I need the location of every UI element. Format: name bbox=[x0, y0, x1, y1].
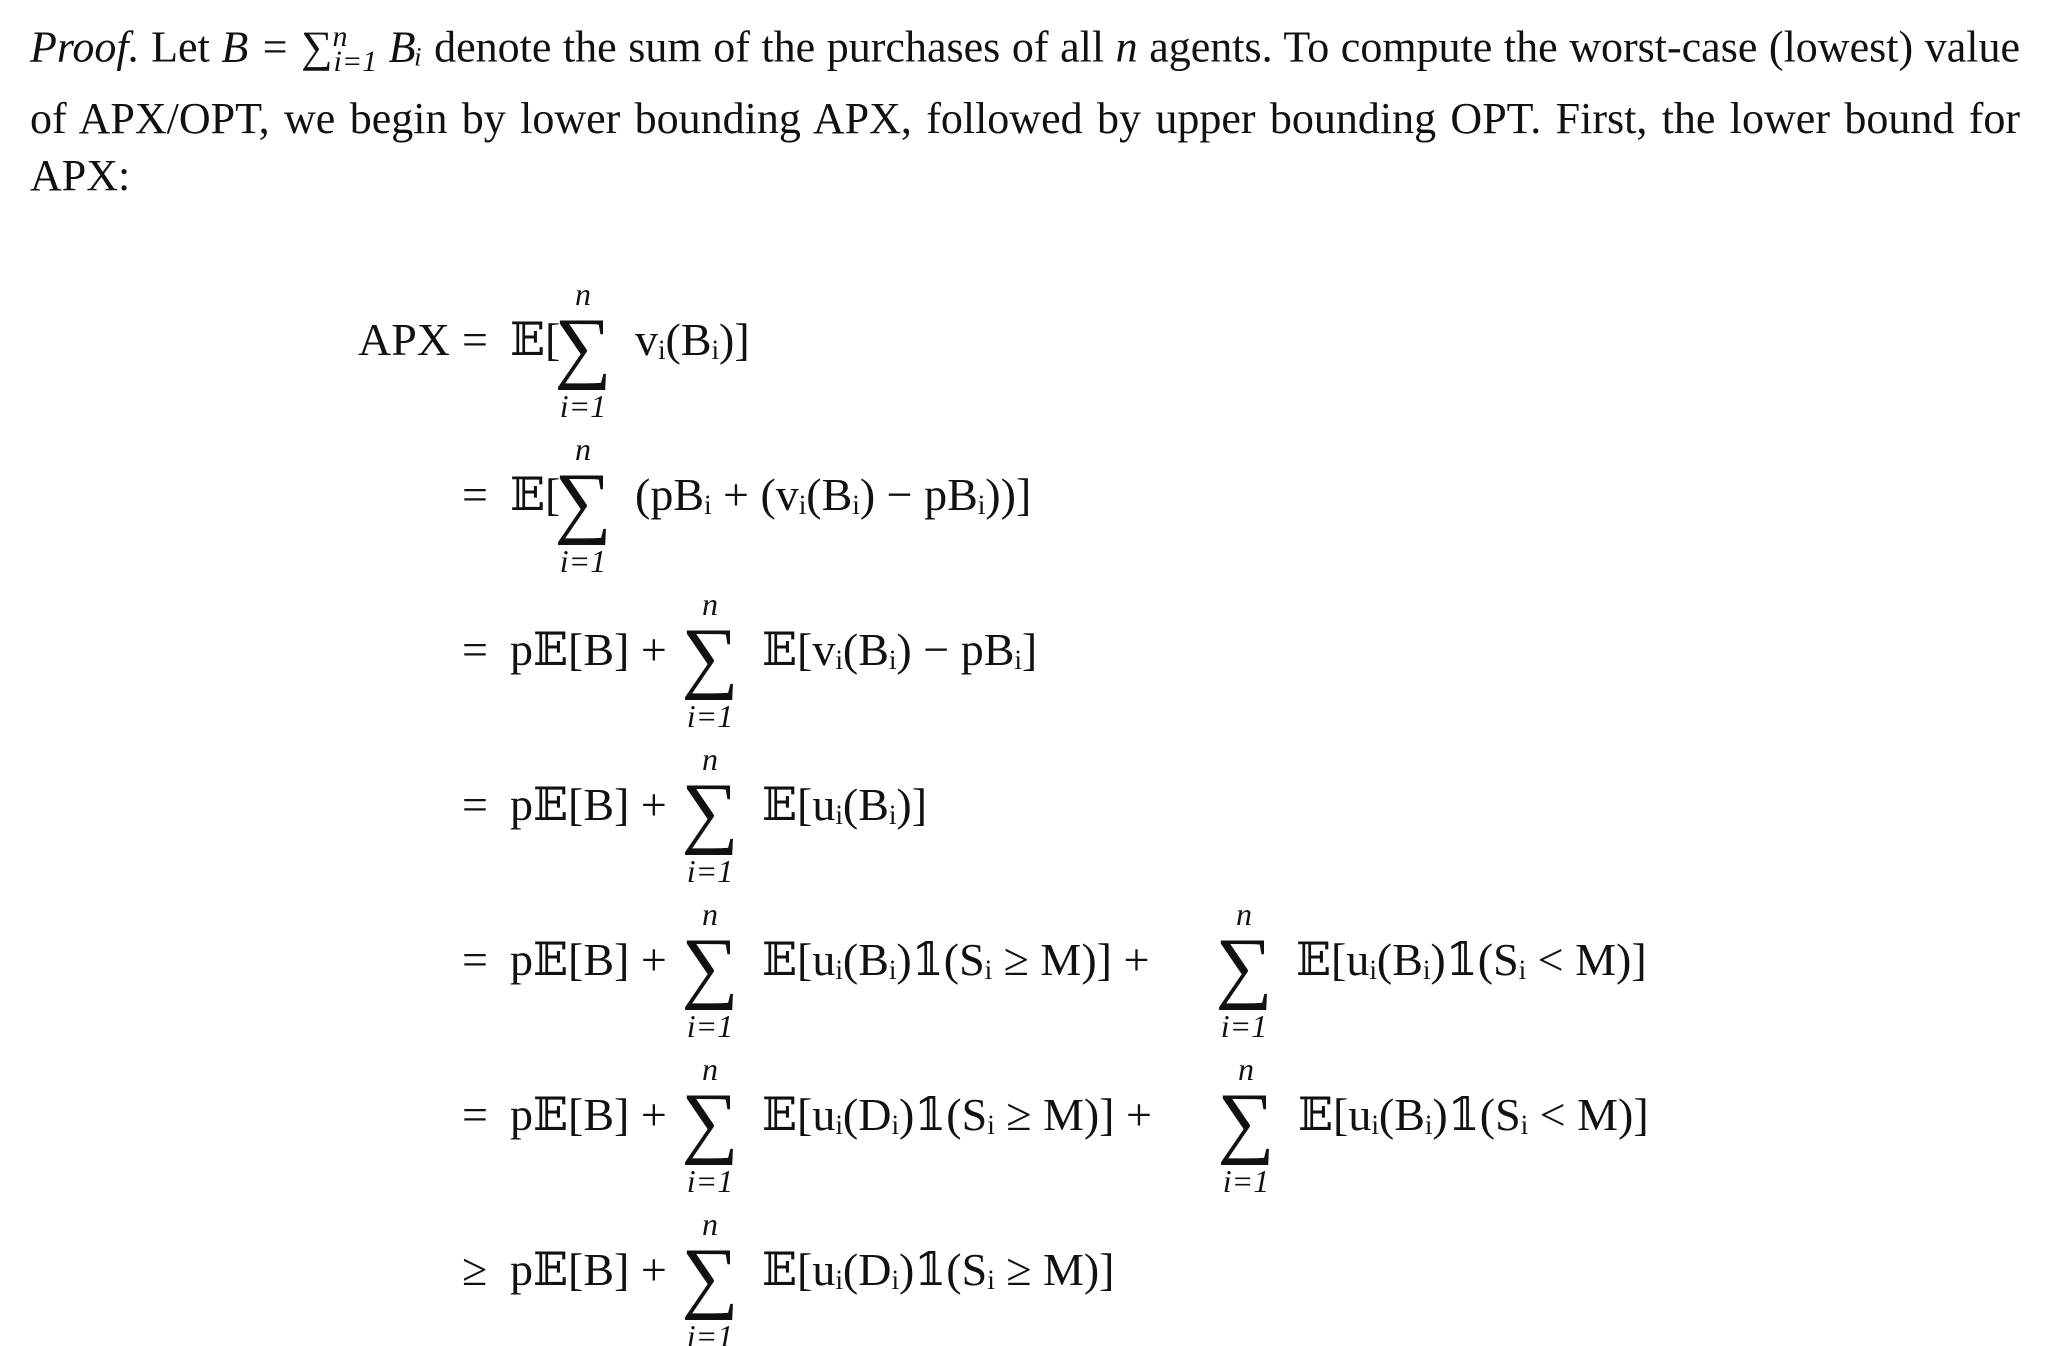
equation-term: p𝔼[B] + bbox=[510, 779, 667, 830]
equation-term: (pBᵢ + (vᵢ(Bᵢ) − pBᵢ))] bbox=[635, 469, 1032, 520]
relation-symbol: = bbox=[462, 314, 488, 365]
equation-term: 𝔼[uᵢ(Dᵢ)𝟙(Sᵢ ≥ M)] + bbox=[762, 1089, 1152, 1140]
summation-symbol: ∑ bbox=[554, 458, 612, 546]
relation-symbol: = bbox=[462, 934, 488, 985]
summation-upper-limit: n bbox=[1238, 1051, 1254, 1087]
summation-upper-limit: n bbox=[702, 1206, 718, 1242]
summation-lower-limit: i=1 bbox=[559, 388, 607, 424]
n-variable: n bbox=[1115, 22, 1138, 72]
text-let: Let bbox=[139, 22, 222, 72]
summation-symbol: ∑ bbox=[681, 768, 739, 856]
summation-upper-limit: n bbox=[702, 896, 718, 932]
summation-symbol: ∑ bbox=[554, 303, 612, 391]
equation-term: 𝔼[ bbox=[510, 314, 561, 365]
equation-term: 𝔼[uᵢ(Bᵢ)𝟙(Sᵢ < M)] bbox=[1298, 1089, 1649, 1140]
equation-line-7 bbox=[462, 1206, 1115, 1346]
inline-sum-upper: n bbox=[332, 20, 348, 53]
summation-symbol: ∑ bbox=[681, 1233, 739, 1321]
equation-term: p𝔼[B] + bbox=[510, 934, 667, 985]
equation-line-5 bbox=[462, 896, 1647, 1044]
text-remaining: agents. To compute the worst-case (lowest) value of APX/OPT, we begin by lower bounding APX, followed by upper bounding OPT. First, the lower bound for APX: bbox=[30, 22, 2020, 201]
equation-term: 𝔼[vᵢ(Bᵢ) − pBᵢ] bbox=[762, 624, 1038, 675]
equation-line-6 bbox=[462, 1051, 1649, 1199]
summation-upper-limit: n bbox=[702, 741, 718, 777]
equation-term: p𝔼[B] + bbox=[510, 624, 667, 675]
summation-upper-limit: n bbox=[702, 586, 718, 622]
relation-symbol: = bbox=[462, 624, 488, 675]
summation-upper-limit: n bbox=[575, 431, 591, 467]
b-definition-term: Bᵢ bbox=[377, 22, 423, 72]
relation-symbol: = bbox=[462, 469, 488, 520]
relation-symbol: ≥ bbox=[462, 1244, 488, 1295]
summation-symbol: ∑ bbox=[681, 923, 739, 1011]
equation-line-3 bbox=[462, 586, 1037, 734]
inline-sum-lower: i=1 bbox=[333, 45, 378, 79]
equation-term: 𝔼[uᵢ(Dᵢ)𝟙(Sᵢ ≥ M)] bbox=[762, 1244, 1115, 1295]
summation-lower-limit: i=1 bbox=[686, 1163, 734, 1199]
equation-lhs: APX bbox=[357, 314, 450, 365]
relation-symbol: = bbox=[462, 1089, 488, 1140]
summation-symbol: ∑ bbox=[681, 613, 739, 701]
equation-line-2 bbox=[462, 431, 1031, 579]
inline-sum-symbol: ∑ bbox=[301, 22, 333, 72]
summation-symbol: ∑ bbox=[681, 1078, 739, 1166]
aligned-equations bbox=[358, 276, 1649, 1346]
equation-term: vᵢ(Bᵢ)] bbox=[635, 314, 750, 365]
equation-term: p𝔼[B] + bbox=[510, 1244, 667, 1295]
equation-line-1 bbox=[358, 276, 750, 424]
summation-lower-limit: i=1 bbox=[686, 853, 734, 889]
equation-term: p𝔼[B] + bbox=[510, 1089, 667, 1140]
summation-lower-limit: i=1 bbox=[686, 1008, 734, 1044]
summation-symbol: ∑ bbox=[1215, 923, 1273, 1011]
summation-upper-limit: n bbox=[575, 276, 591, 312]
equation-term: 𝔼[ bbox=[510, 469, 561, 520]
summation-lower-limit: i=1 bbox=[1222, 1163, 1270, 1199]
summation-lower-limit: i=1 bbox=[686, 698, 734, 734]
text-denote: denote the sum of the purchases of all bbox=[422, 22, 1116, 72]
relation-symbol: = bbox=[462, 779, 488, 830]
proof-label: Proof. bbox=[30, 22, 140, 72]
b-definition-lhs: B = bbox=[221, 22, 302, 72]
equation-term: 𝔼[uᵢ(Bᵢ)𝟙(Sᵢ ≥ M)] + bbox=[762, 934, 1150, 985]
summation-lower-limit: i=1 bbox=[559, 543, 607, 579]
summation-symbol: ∑ bbox=[1217, 1078, 1275, 1166]
summation-upper-limit: n bbox=[1236, 896, 1252, 932]
summation-upper-limit: n bbox=[702, 1051, 718, 1087]
equation-term: 𝔼[uᵢ(Bᵢ)] bbox=[762, 779, 928, 830]
equation-line-4 bbox=[462, 741, 927, 889]
equation-term: 𝔼[uᵢ(Bᵢ)𝟙(Sᵢ < M)] bbox=[1296, 934, 1647, 985]
summation-lower-limit: i=1 bbox=[1220, 1008, 1268, 1044]
summation-lower-limit: i=1 bbox=[686, 1318, 734, 1346]
